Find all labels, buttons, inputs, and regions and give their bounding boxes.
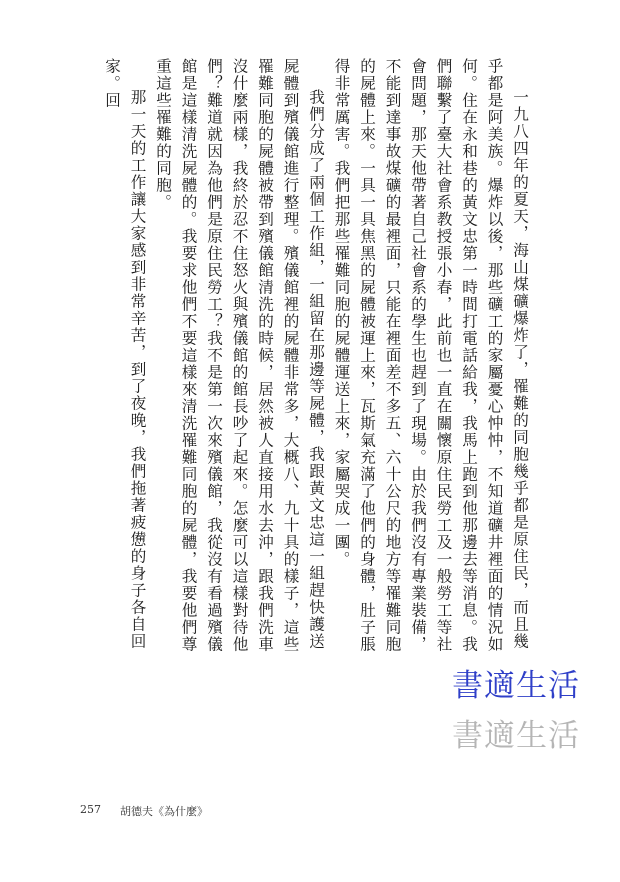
body-text — [99, 58, 533, 666]
paragraph-1: 一九八四年的夏天，海山煤礦爆炸了，罹難的同胞幾乎都是原住民，而且幾乎都是阿美族。爆炸以後，那些礦工的家屬憂心忡忡，不知道礦井裡面的情況如何。住在永和巷的黃文忠第一時間打電話給我，我馬上跑到他那邊去等消息。我們聯繫了臺大社會系教授張小春，此前也一直在關懷原住民勞工及一般勞工等社會問題，那天他帶著自己社會系的學生也趕到了現場。由於我們沒有專業裝備，不能到達事故煤礦的最裡面，只能在裡面差不多五、六十公尺的地方等罹難同胞的屍體上來。一具一具焦黑的屍體被運上來，瓦斯氣充滿了他們的身體，肚子脹得非常厲害。我們把那些罹難同胞的屍體運送上來，家屬哭成一團。 — [332, 58, 529, 653]
page-number: 257 — [80, 803, 101, 816]
watermark-gray: 書適生活 — [452, 718, 580, 754]
running-title: 胡德夫《為什麼》 — [120, 805, 208, 818]
paragraph-3: 那一天的工作讓大家感到非常辛苦，到了夜晚，我們拖著疲憊的身子各自回家。回 — [103, 58, 147, 651]
watermark-blue: 書適生活 — [452, 668, 580, 704]
paragraph-2: 我們分成了兩個工作組，一組留在那邊等屍體，我跟黃文忠這一組趕快護送屍體到殯儀館進行整理。殯儀館裡的屍體非常多，大概八、九十具的樣子，這些罹難同胞的屍體被帶到殯儀館清洗的時候，居然被人直接用水去沖，跟我們洗車沒什麼兩樣，我終於忍不住怒火與殯儀館的館長吵了起來。怎麼可以這樣對待他們？難道就因為他們是原住民勞工？我不是第一次來殯儀館，我從沒有看過殯儀館是這樣清洗屍體的。我要求他們不要這樣來清洗罹難同胞的屍體，我要他們尊重這些罹難的同胞。 — [154, 58, 325, 653]
